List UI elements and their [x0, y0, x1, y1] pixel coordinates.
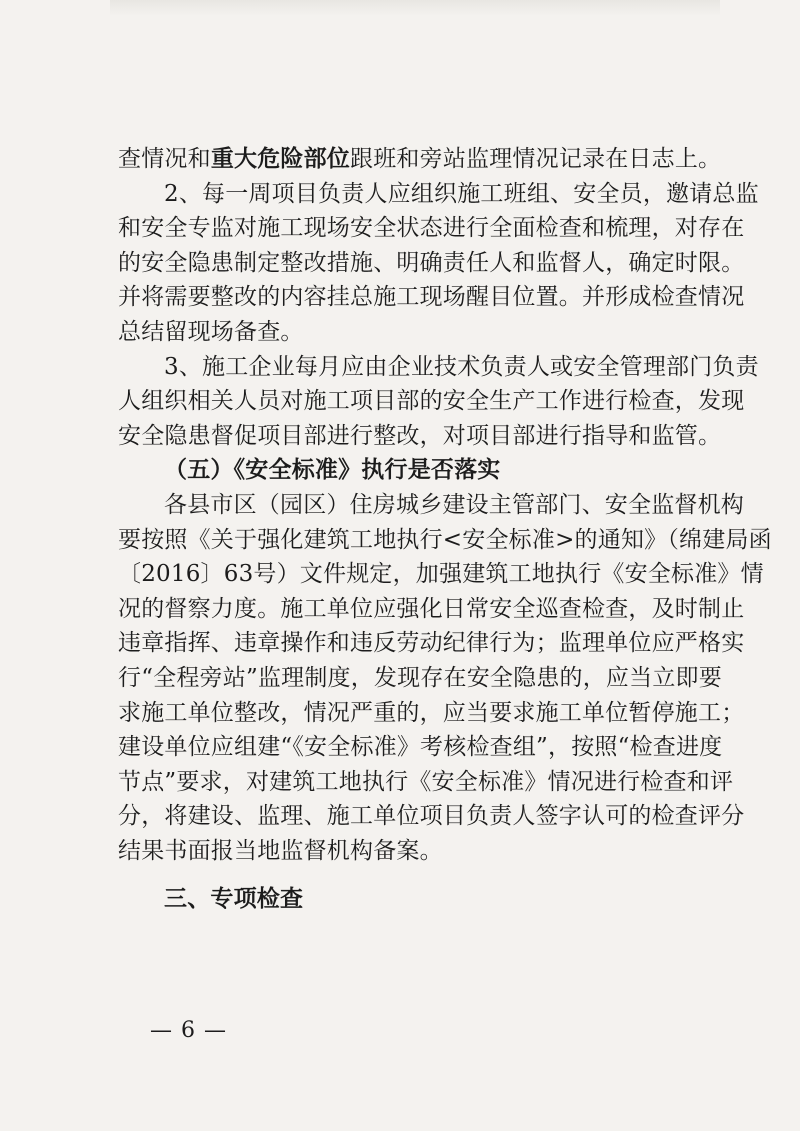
body-text	[118, 142, 772, 917]
paragraph-line: 并将需要整改的内容挂总施工现场醒目位置。并形成检查情况	[118, 284, 745, 311]
paragraph-line: 建设单位应组建“《安全标准》考核检查组”，按照“检查进度	[118, 734, 723, 761]
paragraph-line: 3、施工企业每月应由企业技术负责人或安全管理部门负责	[164, 353, 759, 380]
spacer	[118, 868, 708, 882]
paragraph-line	[118, 142, 722, 177]
paragraph-line: 总结留现场备查。	[118, 318, 304, 345]
paragraph-line: 求施工单位整改，情况严重的，应当要求施工单位暂停施工；	[118, 699, 745, 726]
paragraph-line: 况的督察力度。施工单位应强化日常安全巡查检查，及时制止	[118, 595, 745, 622]
paragraph-line: 行“全程旁站”监理制度，发现存在安全隐患的，应当立即要	[118, 664, 722, 691]
emphasis-text: 重大危险部位	[210, 145, 351, 172]
text-run: 跟班和旁站监理情况记录在日志上。	[350, 146, 722, 172]
paragraph-line: 要按照《关于强化建筑工地执行<安全标准>的通知》（绵建局函	[118, 526, 772, 553]
paragraph-line: 安全隐患督促项目部进行整改，对项目部进行指导和监管。	[118, 422, 722, 449]
paragraph-line: 〔2016〕63号）文件规定，加强建筑工地执行《安全标准》情	[118, 561, 764, 588]
section-heading: 三、专项检查	[164, 885, 304, 913]
paragraph-line: 结果书面报当地监督机构备案。	[118, 837, 443, 864]
paragraph-line: 违章指挥、违章操作和违反劳动纪律行为；监理单位应严格实	[118, 630, 745, 657]
page-number: — 6 —	[150, 1018, 227, 1043]
paragraph-line: 节点”要求，对建筑工地执行《安全标准》情况进行检查和评	[118, 768, 734, 795]
paragraph-line: 的安全隐患制定整改措施、明确责任人和监督人，确定时限。	[118, 249, 745, 276]
scan-shadow	[110, 0, 720, 16]
paragraph-line: 人组织相关人员对施工项目部的安全生产工作进行检查，发现	[118, 388, 745, 415]
subsection-heading: （五）《安全标准》执行是否落实	[164, 456, 501, 484]
text-run: 查情况和	[118, 146, 211, 172]
paragraph-line: 和安全专监对施工现场安全状态进行全面检查和梳理，对存在	[118, 215, 745, 242]
paragraph-line: 2、每一周项目负责人应组织施工班组、安全员，邀请总监	[164, 180, 759, 207]
paragraph-line: 分，将建设、监理、施工单位项目负责人签字认可的检查评分	[118, 803, 745, 830]
paragraph-line: 各县市区（园区）住房城乡建设主管部门、安全监督机构	[164, 491, 744, 518]
